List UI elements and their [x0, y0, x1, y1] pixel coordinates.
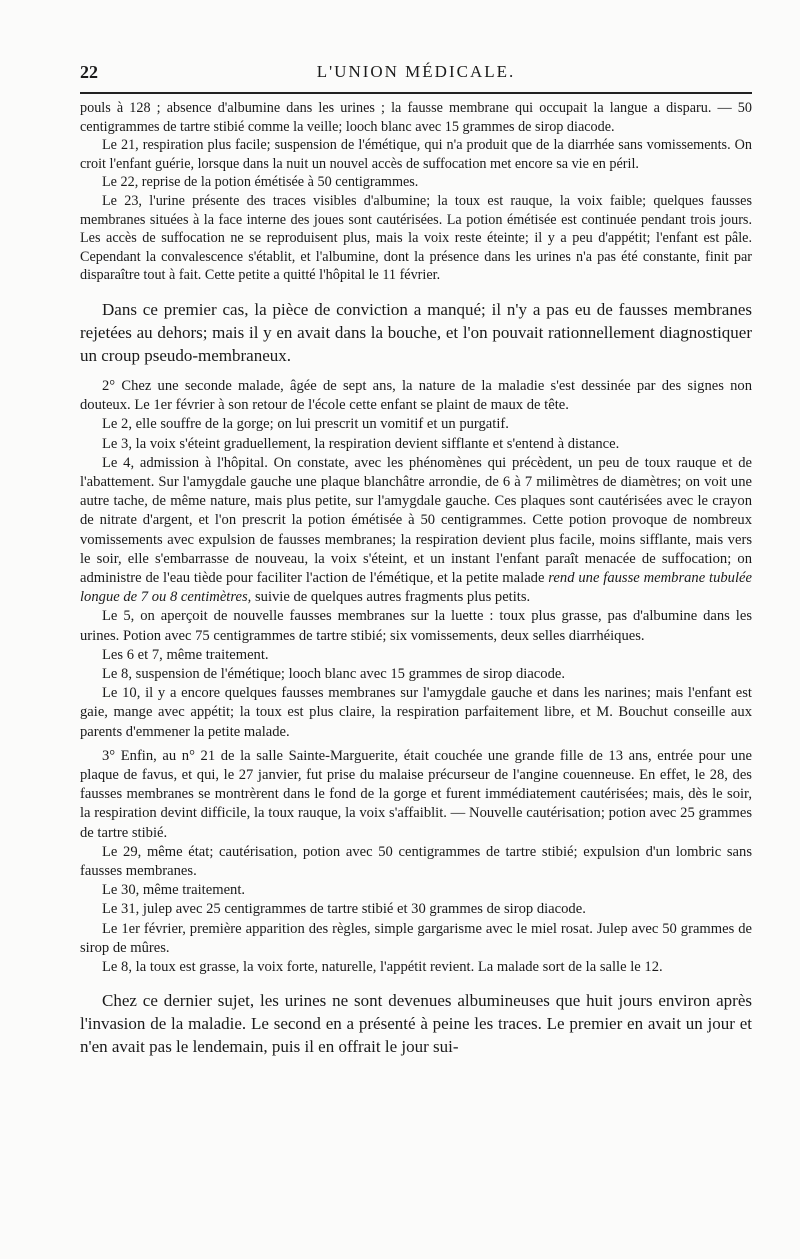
journal-title: L'UNION MÉDICALE.	[316, 62, 516, 81]
case2-paragraph-4-text-a: Le 4, admission à l'hôpital. On constate, avec les phénomènes qui précèdent, un peu de toux rauque et de l'abattement. Sur l'amygdale gauche une plaque blanchâtre arrondie, de 6 à 7 milimètres de diamètres; on voit une autre tache, de même nature, mais plus petite, sur l'amygdale gauche. Ces plaques sont cautérisées avec le crayon de nitrate d'argent, et l'on prescrit la potion émétisée à 50 centigrammes. Cette potion provoque de nombreux vomissements avec expulsion de fausses membranes; la respiration devient plus facile, moins sifflante, mais vers le soir, elle s'embarrasse de nouveau, la voix s'éteint, et un instant l'enfant paraît menacée de suffocation; on administre de l'eau tiède pour faciliter l'action de l'émétique, et la petite malade	[80, 454, 752, 586]
case1-paragraph-3: Le 22, reprise de la potion émétisée à 50 centigrammes.	[102, 174, 419, 191]
case2-paragraph-7: Le 8, suspension de l'émétique; looch blanc avec 15 grammes de sirop diacode.	[102, 665, 566, 682]
case2-paragraph-4-text-b: suivie de quelques autres fragments plus petits.	[254, 589, 531, 606]
commentary-paragraph-1: Dans ce premier cas, la pièce de conviction a manqué; il n'y a pas eu de fausses membranes rejetées au dehors; mais il y en avait dans la bouche, et l'on pouvait rationnellement diagnostiquer un croup pseudo-membraneux.	[80, 299, 752, 365]
case2-paragraph-4	[80, 454, 752, 608]
case2-paragraph-6: Les 6 et 7, même traitement.	[102, 646, 269, 663]
commentary-paragraph-2: Chez ce dernier sujet, les urines ne sont devenues albumineuses que huit jours environ après l'invasion de la maladie. Le second en a présenté à peine les traces. Le premier en avait un jour et n'en avait pas le lendemain, puis il en offrait le jour sui-	[80, 991, 752, 1057]
case3-paragraph-2: Le 29, même état; cautérisation, potion avec 50 centigrammes de tartre stibié; expulsion d'un lombric sans fausses membranes.	[80, 843, 752, 880]
case2-paragraph-4-italic: rend une fausse membrane tubulée longue de 7 ou 8 centimètres,	[80, 569, 752, 606]
case2-paragraph-1: 2° Chez une seconde malade, âgée de sept ans, la nature de la maladie s'est dessinée par des signes non douteux. Le 1er février à son retour de l'école cette enfant se plaint de maux de tête.	[80, 377, 752, 414]
case2-paragraph-2: Le 2, elle souffre de la gorge; on lui prescrit un vomitif et un purgatif.	[102, 416, 509, 433]
case1-paragraph-1: pouls à 128 ; absence d'albumine dans les urines ; la fausse membrane qui occupait la langue a disparu. — 50 centigrammes de tartre stibié comme la veille; looch blanc avec 15 grammes de sirop diacode.	[80, 100, 752, 135]
case2-paragraph-3: Le 3, la voix s'éteint graduellement, la respiration devient sifflante et s'entend à distance.	[102, 435, 620, 452]
case3-paragraph-5: Le 1er février, première apparition des règles, simple gargarisme avec le miel rosat. Julep avec 50 grammes de sirop de mûres.	[80, 920, 752, 956]
page-header	[80, 58, 752, 88]
case3-paragraph-1: 3° Enfin, au n° 21 de la salle Sainte-Marguerite, était couchée une grande fille de 13 ans, entrée pour une plaque de favus, et qui, le 27 janvier, fut prise du malaise précurseur de l'angine couenneuse. En effet, le 28, des fausses membranes se montrèrent dans le fond de la gorge et furent immédiatement cautérisées; mais, dès le soir, la respiration devint difficile, la toux rauque, la voix s'affaiblit. — Nouvelle cautérisation; potion avec 25 grammes de tartre stibié.	[80, 747, 752, 841]
case3-paragraph-4: Le 31, julep avec 25 centigrammes de tartre stibié et 30 grammes de sirop diacode.	[102, 901, 586, 918]
case2-paragraph-5: Le 5, on aperçoit de nouvelle fausses membranes sur la luette : toux plus grasse, pas d'albumine dans les urines. Potion avec 75 centigrammes de tartre stibié; six vomissements, deux selles diarrhéiques.	[80, 608, 752, 644]
case1-paragraph-4: Le 23, l'urine présente des traces visibles d'albumine; la toux est rauque, la voix faible; quelques fausses membranes situées à la face interne des joues sont cautérisées. La potion émétisée est continuée pendant trois jours. Les accès de suffocation ne se reproduisent plus, mais la voix reste éteinte; il y a peu d'appétit; l'enfant est pâle. Cependant la convalescence s'établit, et l'albumine, dont la présence dans les urines n'a pas été constante, finit par disparaître tout à fait. Cette petite a quitté l'hôpital le 11 février.	[80, 192, 752, 284]
article-body	[80, 99, 752, 1058]
page-number: 22	[80, 62, 98, 82]
header-rule	[80, 92, 752, 94]
case2-paragraph-8: Le 10, il y a encore quelques fausses membranes sur l'amygdale gauche et dans les narines; mais l'enfant est gaie, mange avec appétit; la toux est plus claire, la respiration parfaitement libre, et M. Bouchut conseille aux parents d'emmener la petite malade.	[80, 685, 752, 740]
case3-paragraph-6: Le 8, la toux est grasse, la voix forte, naturelle, l'appétit revient. La malade sort de la salle le 12.	[102, 959, 663, 976]
case3-paragraph-3: Le 30, même traitement.	[102, 882, 246, 899]
case1-paragraph-2: Le 21, respiration plus facile; suspension de l'émétique, qui n'a produit que de la diarrhée sans vomissements. On croit l'enfant guérie, lorsque dans la nuit un nouvel accès de suffocation met encore sa vie en péril.	[80, 137, 752, 172]
